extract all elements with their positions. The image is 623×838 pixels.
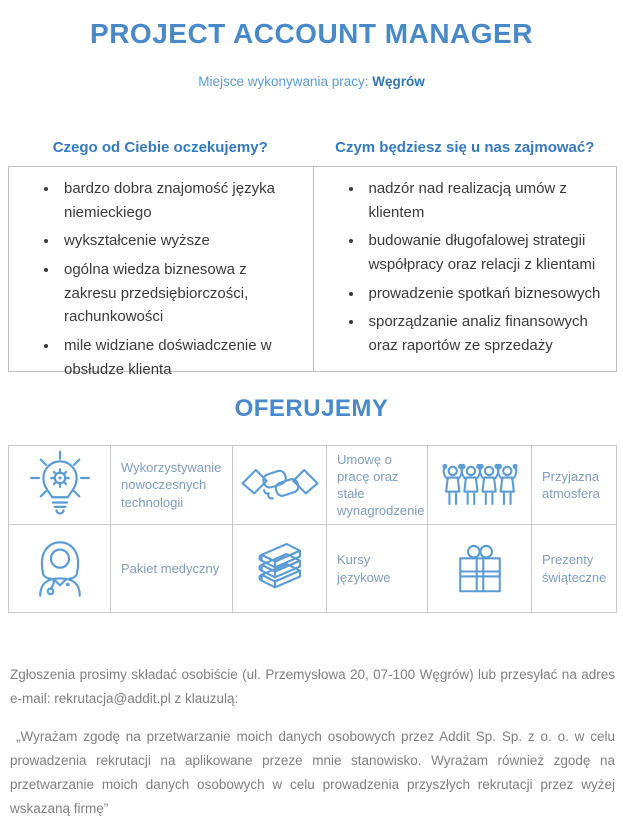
section-headings-row bbox=[8, 139, 617, 156]
handshake-icon bbox=[240, 459, 320, 511]
list-item: • nadzór nad realizacją umów z klientem bbox=[364, 177, 605, 224]
medical-person-icon bbox=[29, 538, 91, 600]
consent-clause: „Wyrażam zgodę na przetwarzanie moich danych osobowych przez Addit Sp. Sp. z o. o. w celu prowadzenia rekrutacji na aplikowane przeze mnie stanowisko. Wyrażam również zgodę na przetwarzanie moich danych osobowych w celu prowadzenia przyszłych rekrutacji przez wyżej wskazaną firmę” bbox=[10, 728, 615, 817]
benefit-label: Przyjazna atmosfera bbox=[531, 446, 616, 524]
benefit-icon-cell bbox=[9, 524, 110, 612]
team-icon bbox=[442, 459, 518, 511]
page-title: PROJECT ACCOUNT MANAGER bbox=[90, 18, 533, 49]
list-item: • budowanie długofalowej strategii współpracy oraz relacji z klientami bbox=[364, 229, 605, 276]
list-item: • sporządzanie analiz finansowych oraz raportów ze sprzedaży bbox=[364, 310, 605, 357]
benefit-icon-cell bbox=[427, 524, 531, 612]
benefit-icon-cell bbox=[232, 446, 326, 524]
requirements-table bbox=[8, 166, 617, 378]
list-item: • mile widziane doświadczenie w obsłudze klienta bbox=[59, 334, 301, 381]
footer bbox=[10, 663, 615, 822]
list-item: • prowadzenie spotkań biznesowych bbox=[364, 282, 605, 306]
email-address: rekrutacja@addit.pl bbox=[54, 691, 171, 707]
benefit-label: Kursy językowe bbox=[326, 524, 427, 612]
application-info-text: Zgłoszenia prosimy składać osobiście (ul. Przemysłowa 20, 07-100 Węgrów) lub przesyłać na adres e-mail: bbox=[10, 667, 615, 707]
books-icon bbox=[245, 538, 315, 600]
list-item: • ogólna wiedza biznesowa z zakresu przedsiębiorczości, rachunkowości bbox=[59, 258, 301, 329]
benefits-grid bbox=[8, 445, 617, 613]
benefit-label: Wykorzystywanie nowoczesnych technologii bbox=[110, 446, 232, 524]
benefit-icon-cell bbox=[9, 446, 110, 524]
gift-icon bbox=[452, 539, 508, 599]
benefit-icon-cell bbox=[232, 524, 326, 612]
benefit-label: Umowę o pracę oraz stałe wynagrodzenie bbox=[326, 446, 427, 524]
application-info bbox=[10, 663, 615, 712]
responsibilities-list bbox=[314, 177, 605, 358]
benefit-icon-cell bbox=[427, 446, 531, 524]
work-location bbox=[0, 74, 623, 89]
expectations-list bbox=[9, 177, 301, 382]
responsibilities-cell bbox=[313, 167, 617, 371]
benefit-label: Prezenty świąteczne bbox=[531, 524, 616, 612]
list-item: • wykształcenie wyższe bbox=[59, 229, 301, 253]
benefit-label: Pakiet medyczny bbox=[110, 524, 232, 612]
lightbulb-gear-icon bbox=[25, 449, 95, 521]
list-item: • bardzo dobra znajomość języka niemieckiego bbox=[59, 177, 301, 224]
work-location-label: Miejsce wykonywania pracy: bbox=[198, 74, 373, 89]
responsibilities-heading: Czym będziesz się u nas zajmować? bbox=[335, 139, 595, 156]
job-posting-page bbox=[0, 18, 623, 838]
application-info-text: z klauzulą: bbox=[170, 691, 239, 707]
offers-heading: OFERUJEMY bbox=[234, 395, 389, 422]
expectations-heading: Czego od Ciebie oczekujemy? bbox=[52, 139, 268, 156]
work-location-value: Węgrów bbox=[372, 74, 425, 89]
expectations-cell bbox=[9, 167, 313, 378]
